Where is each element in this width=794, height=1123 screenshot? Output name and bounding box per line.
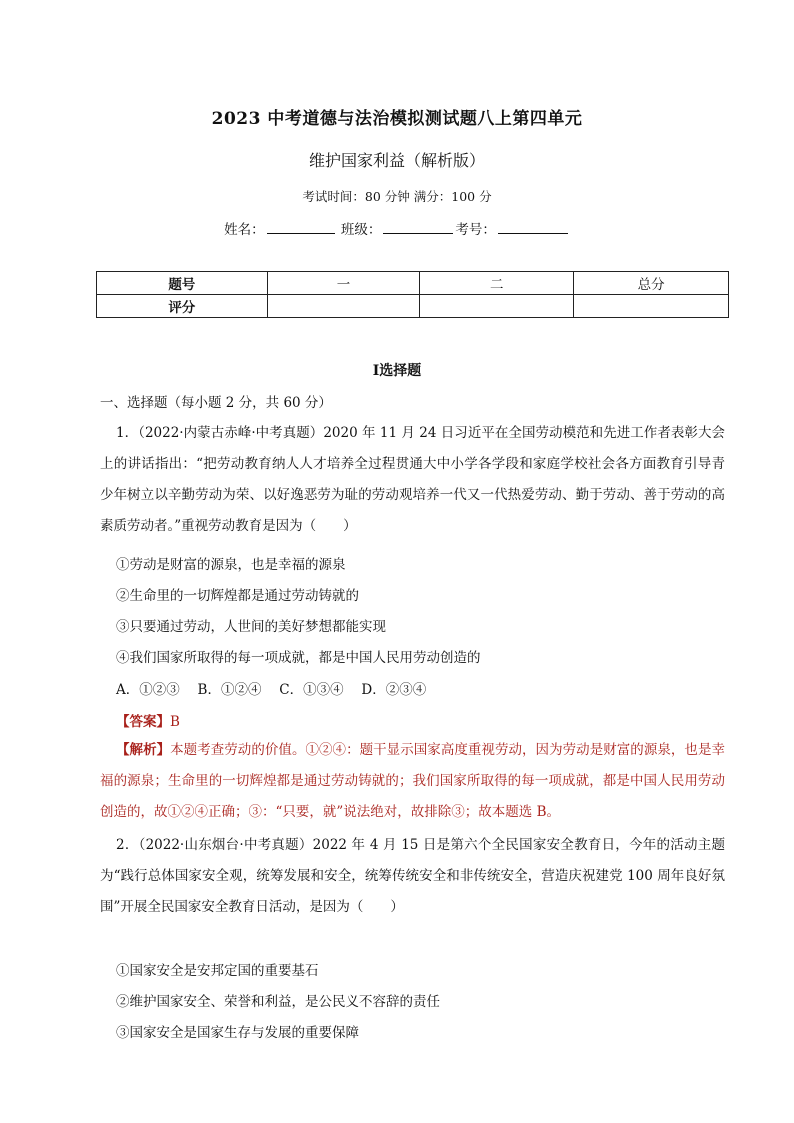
question-1-choices: A．①②③ B．①②④ C．①③④ D．②③④ (116, 682, 427, 698)
score-table-cell: 总分 (574, 272, 729, 295)
question-1-analysis (100, 735, 725, 828)
score-entry-cell[interactable] (267, 295, 420, 318)
score-entry-cell[interactable] (574, 295, 729, 318)
score-table-score-row (97, 295, 729, 318)
document-subtitle: 维护国家利益（解析版） (308, 151, 485, 170)
class-blank[interactable] (383, 221, 453, 234)
question-1-option: ①劳动是财富的源泉，也是幸福的源泉 (116, 557, 346, 573)
question-1-option: ②生命里的一切辉煌都是通过劳动铸就的 (116, 588, 359, 604)
name-label: 姓名： (224, 222, 265, 238)
number-label: 考号： (455, 222, 496, 238)
question-1-stem: 1．（2022·内蒙古赤峰·中考真题）2020 年 11 月 24 日习近平在全国劳动模范和先进工作者表彰大会上的讲话指出：“把劳动教育纳人人才培养全过程贯通大中小学各学段和家庭学校社会各方面教育引导青少年树立以辛勤劳动为荣、以好逸恶劳为耻的劳动观培养一代又一代热爱劳动、勤于劳动、善于劳动的高素质劳动者。”重视劳动教育是因为（ ） (100, 425, 725, 534)
section-title: Ⅰ选择题 (372, 363, 422, 379)
student-info-line (0, 218, 794, 238)
document-title: 2023 中考道德与法治模拟测试题八上第四单元 (211, 109, 583, 129)
analysis-tag: 【解析】 (116, 742, 171, 758)
section-instructions: 一、选择题（每小题 2 分，共 60 分） (100, 395, 332, 411)
answer-value: B (170, 714, 180, 730)
exam-info: 考试时间：80 分钟 满分：100 分 (302, 189, 492, 204)
score-table (96, 271, 729, 318)
name-blank[interactable] (267, 221, 335, 234)
question-2-option: ③国家安全是国家生存与发展的重要保障 (116, 1025, 359, 1041)
answer-tag: 【答案】 (116, 714, 170, 730)
score-table-header-row (97, 272, 729, 295)
question-2-stem: 2．（2022·山东烟台·中考真题）2022 年 4 月 15 日是第六个全民国家安全教育日，今年的活动主题为“践行总体国家安全观，统筹发展和安全，统筹传统安全和非传统安全，营造庆祝建党 100 周年良好氛围”开展全民国家安全教育日活动，是因为（ ） (100, 837, 725, 915)
question-1-option: ④我们国家所取得的每一项成就，都是中国人民用劳动创造的 (116, 650, 481, 666)
question-2-option: ②维护国家安全、荣誉和利益，是公民义不容辞的责任 (116, 994, 440, 1010)
score-entry-cell[interactable] (420, 295, 574, 318)
question-2-option: ①国家安全是安邦定国的重要基石 (116, 963, 319, 979)
analysis-text: 本题考查劳动的价值。①②④：题干显示国家高度重视劳动，因为劳动是财富的源泉，也是幸福的源泉；生命里的一切辉煌都是通过劳动铸就的；我们国家所取得的每一项成就，都是中国人民用劳动创造的，故①②④正确；③：“只要，就”说法绝对，故排除③；故本题选 B。 (100, 742, 726, 820)
question-1-answer (116, 710, 180, 730)
question-1-option: ③只要通过劳动，人世间的美好梦想都能实现 (116, 619, 386, 635)
score-table-cell: 题号 (97, 272, 268, 295)
score-table-cell: 评分 (97, 295, 268, 318)
class-label: 班级： (340, 222, 382, 238)
score-table-cell: 二 (420, 272, 574, 295)
score-table-cell: 一 (267, 272, 420, 295)
number-blank[interactable] (498, 221, 568, 234)
